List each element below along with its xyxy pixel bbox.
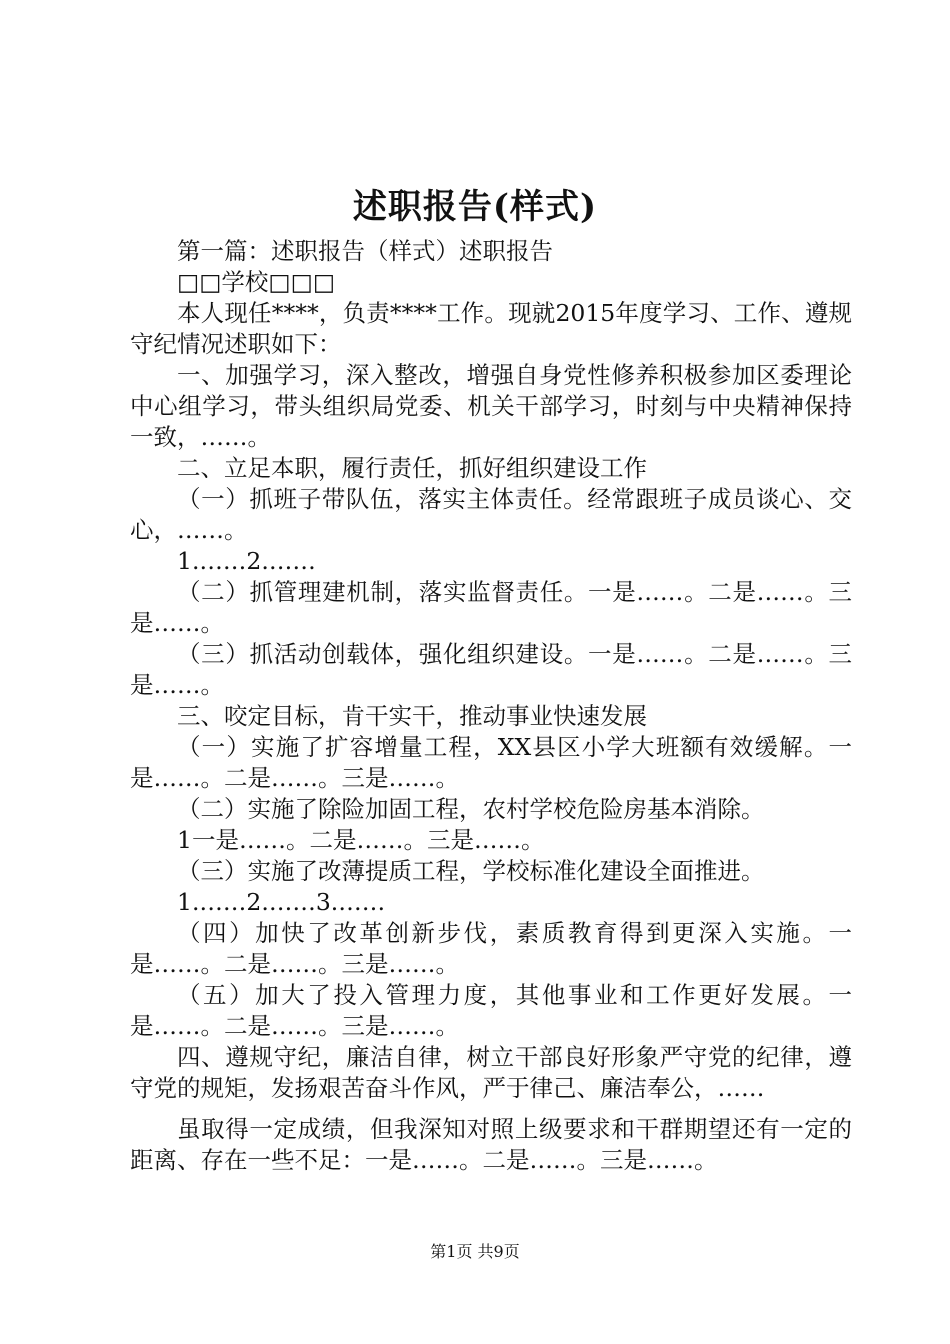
paragraph: （一）抓班子带队伍，落实主体责任。经常跟班子成员谈心、交心，……。: [130, 485, 852, 544]
paragraph: （二）抓管理建机制，落实监督责任。一是……。二是……。三是……。: [130, 578, 852, 637]
paragraph: 四、遵规守纪，廉洁自律，树立干部良好形象严守党的纪律，遵守党的规矩，发扬艰苦奋斗作风，严于律己、廉洁奉公，……: [130, 1043, 852, 1102]
paragraph: 1一是……。二是……。三是……。: [177, 826, 545, 854]
paragraph: （一）实施了扩容增量工程，XX县区小学大班额有效缓解。一是……。二是……。三是……。: [130, 733, 852, 792]
paragraph: 三、咬定目标，肯干实干，推动事业快速发展: [177, 702, 647, 730]
paragraph: 二、立足本职，履行责任，抓好组织建设工作: [177, 454, 647, 482]
paragraph: 一、加强学习，深入整改，增强自身党性修养积极参加区委理论中心组学习，带头组织局党委、机关干部学习，时刻与中央精神保持一致，……。: [130, 361, 852, 451]
paragraph: （五）加大了投入管理力度，其他事业和工作更好发展。一是……。二是……。三是……。: [130, 981, 852, 1040]
paragraph: 第一篇：述职报告（样式）述职报告: [177, 237, 553, 265]
page-number: 第1页 共9页: [430, 1242, 520, 1261]
paragraph: 本人现任****，负责****工作。现就2015年度学习、工作、遵规守纪情况述职如下：: [130, 299, 852, 358]
paragraph: 虽取得一定成绩，但我深知对照上级要求和干群期望还有一定的距离、存在一些不足：一是……。二是……。三是……。: [130, 1115, 852, 1174]
paragraph: 1.……2.……: [177, 547, 316, 575]
paragraph: （四）加快了改革创新步伐，素质教育得到更深入实施。一是……。二是……。三是……。: [130, 919, 852, 978]
paragraph: （三）实施了改薄提质工程，学校标准化建设全面推进。: [177, 857, 765, 885]
paragraph: （二）实施了除险加固工程，农村学校危险房基本消除。: [177, 795, 765, 823]
document-body: [130, 236, 852, 1176]
paragraph: 1.……2.……3.……: [177, 888, 386, 916]
paragraph: □□学校□□□: [177, 268, 336, 296]
paragraph: （三）抓活动创载体，强化组织建设。一是……。二是……。三是……。: [130, 640, 852, 699]
document-title: 述职报告(样式): [352, 187, 598, 227]
